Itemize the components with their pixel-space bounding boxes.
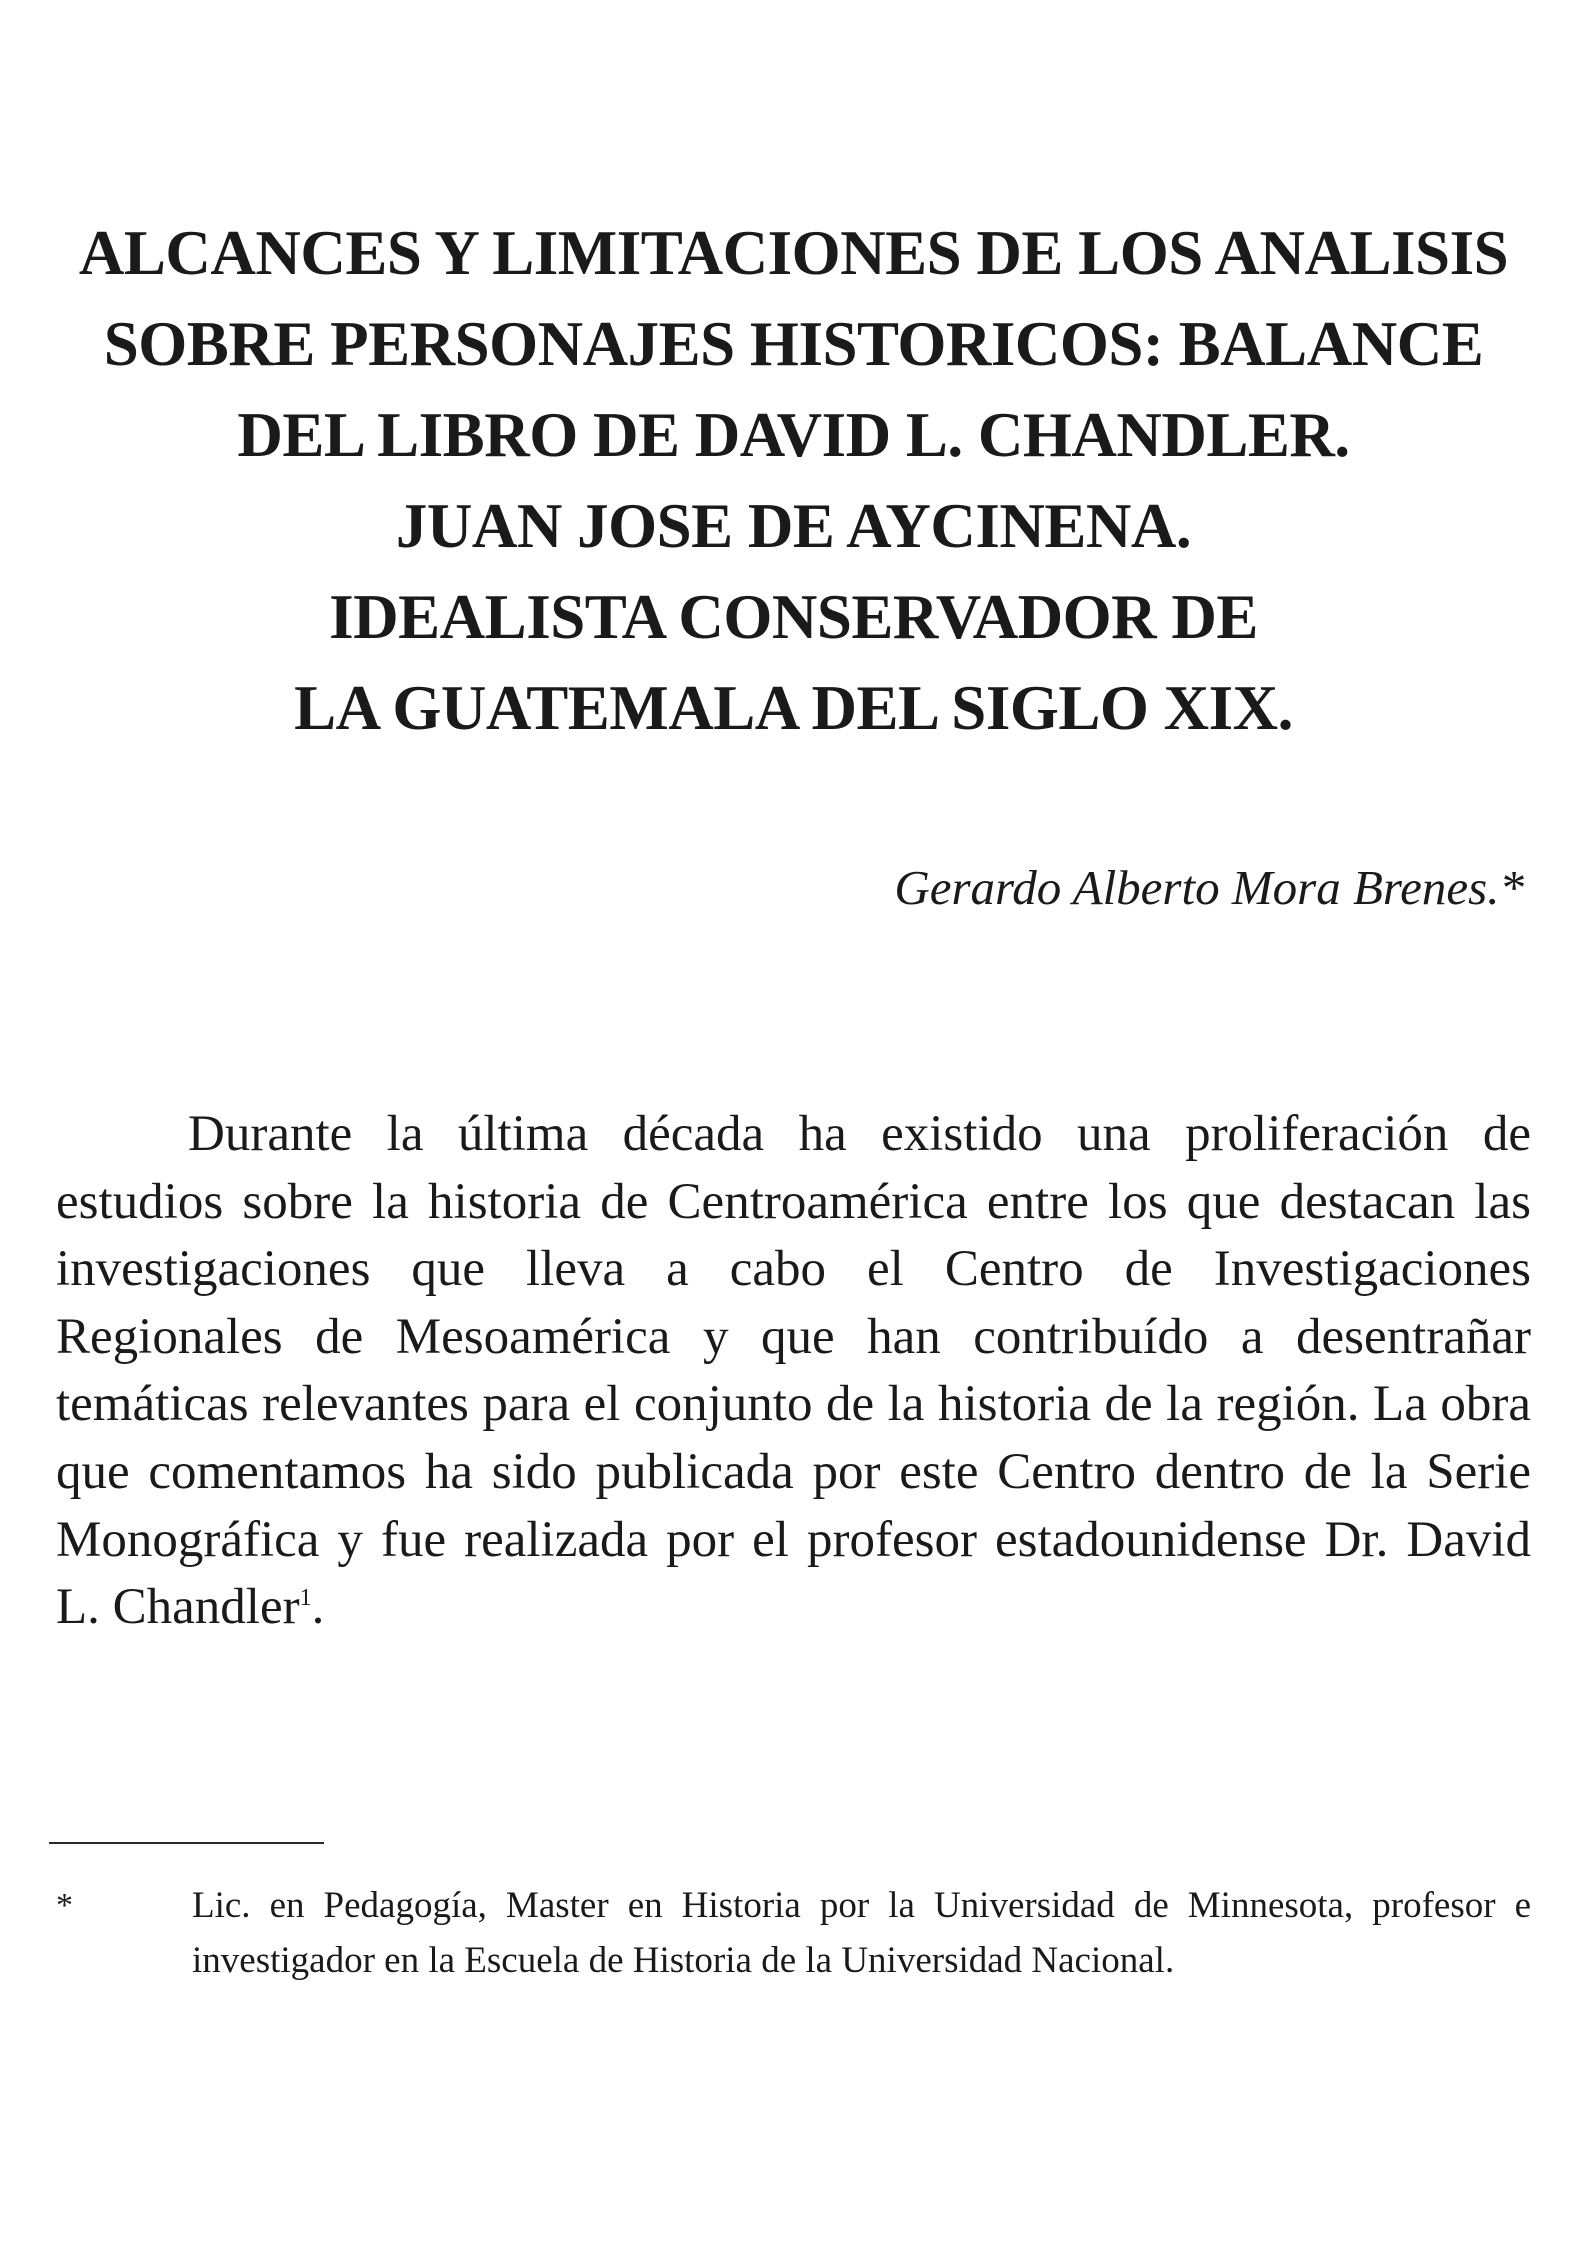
footnote-marker: *	[56, 1887, 73, 1924]
title-line-1: ALCANCES Y LIMITACIONES DE LOS ANALISIS	[78, 218, 1509, 288]
footnote	[56, 1878, 1531, 1988]
author-name: Gerardo Alberto Mora Brenes.*	[894, 860, 1524, 915]
body-paragraph-text: Durante la última década ha existido una proliferación de estudios sobre la historia de Centroamérica entre los que destacan las investigaciones que lleva a cabo el Centro de Investigaciones Regionales de Mesoamérica y que han contribuído a desentrañar temáticas relevantes para el conjunto de la historia de la región. La obra que comentamos ha sido publicada por este Centro dentro de la Serie Monográfica y fue realizada por el profesor estadounidense Dr. David L. Chandler	[56, 1106, 1531, 1636]
footnote-divider	[49, 1842, 324, 1844]
title-line-4: JUAN JOSE DE AYCINENA.	[395, 491, 1192, 561]
title-line-3: DEL LIBRO DE DAVID L. CHANDLER.	[237, 400, 1350, 470]
title-line-5: IDEALISTA CONSERVADOR DE	[329, 582, 1258, 652]
body-paragraph-end: .	[311, 1579, 325, 1636]
footnote-reference: 1	[299, 1585, 312, 1612]
title-line-2: SOBRE PERSONAJES HISTORICOS: BALANCE	[103, 309, 1484, 379]
article-title	[56, 208, 1531, 754]
footnote-text: Lic. en Pedagogía, Master en Historia por la Universidad de Minnesota, profesor e investigador en la Escuela de Historia de la Universidad Nacional.	[192, 1885, 1531, 1981]
title-line-6: LA GUATEMALA DEL SIGLO XIX.	[294, 673, 1293, 743]
body-paragraph	[56, 1101, 1531, 1642]
